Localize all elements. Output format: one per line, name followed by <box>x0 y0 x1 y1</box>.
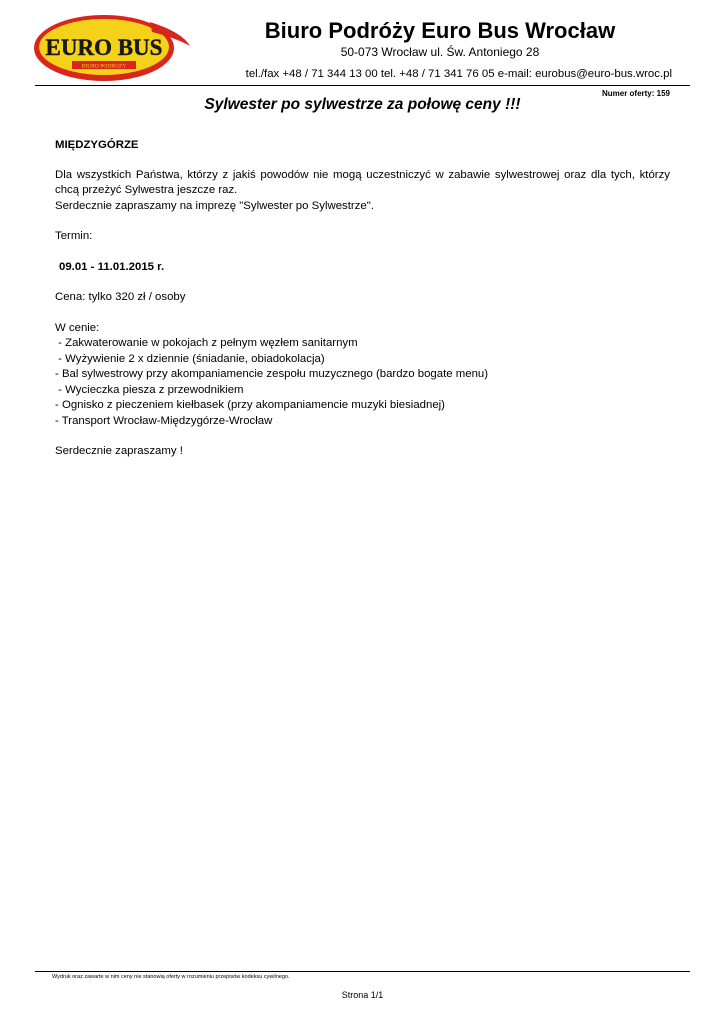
price: Cena: tylko 320 zł / osoby <box>55 291 186 303</box>
closing-text: Serdecznie zapraszamy ! <box>55 445 183 457</box>
list-item: - Ognisko z pieczeniem kiełbasek (przy akompaniamencie muzyki biesiadnej) <box>55 399 445 411</box>
company-address: 50-073 Wrocław ul. Św. Antoniego 28 <box>340 45 540 59</box>
term-dates: 09.01 - 11.01.2015 r. <box>59 260 165 273</box>
offer-content <box>55 138 670 460</box>
company-name: Biuro Podróży Euro Bus Wrocław <box>264 18 616 43</box>
intro-line-2: Serdecznie zapraszamy na imprezę "Sylwester po Sylwestrze". <box>55 199 374 212</box>
list-item: - Transport Wrocław-Międzygórze-Wrocław <box>55 414 273 427</box>
offer-number: Numer oferty: 159 <box>601 89 670 98</box>
intro-line-1: Dla wszystkich Państwa, którzy z jakiś powodów nie mogą uczestniczyć w zabawie sylwestrowej oraz dla tych, którzy chcą przeżyć Sylwestra jeszcze raz. <box>55 168 670 196</box>
euro-bus-logo-graphic <box>32 12 192 86</box>
euro-bus-logo <box>32 12 192 86</box>
list-item: - Wyżywienie 2 x dziennie (śniadanie, obiadokolacja) <box>55 352 325 365</box>
offer-title: Sylwester po sylwestrze za połowę ceny !!! <box>204 96 521 113</box>
logo-subtext: BIURO PODRÓŻY <box>81 63 127 70</box>
footer-divider <box>35 971 690 972</box>
includes-list <box>55 336 670 429</box>
list-item: - Bal sylwestrowy przy akompaniamencie zespołu muzycznego (bardzo bogate menu) <box>55 368 489 380</box>
includes-label: W cenie: <box>55 321 100 334</box>
page-number: Strona 1/1 <box>341 990 384 1000</box>
header-divider <box>35 85 690 86</box>
list-item: - Zakwaterowanie w pokojach z pełnym węzłem sanitarnym <box>55 337 358 349</box>
footer-disclaimer: Wydruk oraz zawarte w nim ceny nie stanowią oferty w rozumieniu przepisów kodeksu cywilnego. <box>52 974 290 980</box>
intro-paragraph <box>55 168 670 215</box>
term-label: Termin: <box>55 230 93 242</box>
list-item: - Wycieczka piesza z przewodnikiem <box>55 383 244 396</box>
company-contact: tel./fax +48 / 71 344 13 00 tel. +48 / 71 341 76 05 e-mail: eurobus@euro-bus.wroc.pl <box>245 68 672 80</box>
logo-text: EURO BUS <box>45 35 163 60</box>
destination-heading: MIĘDZYGÓRZE <box>55 139 139 151</box>
